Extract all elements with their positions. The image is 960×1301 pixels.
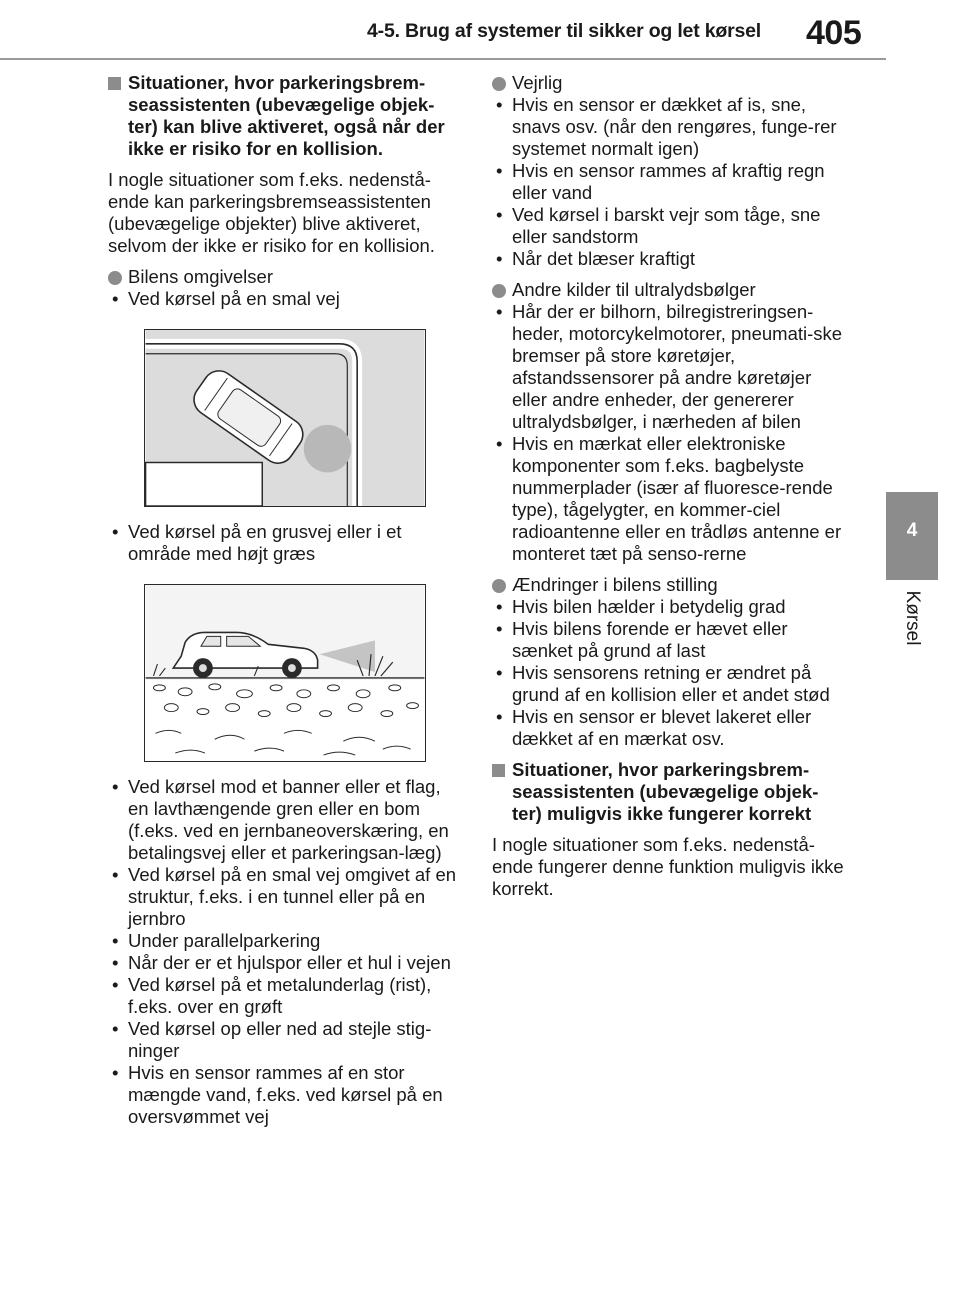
- intro-paragraph: I nogle situationer som f.eks. nedenstå-ende kan parkeringsbremseassistenten (ubevægelige objekter) blive aktiveret, selvom der ikke er risiko for en kollision.: [108, 169, 435, 256]
- page-number: 405: [806, 14, 862, 52]
- chapter-side-label-text: Kørsel: [902, 590, 923, 646]
- list-item: • Hvis bilen hælder i betydelig grad: [496, 596, 786, 617]
- square-bullet-icon: [492, 764, 505, 777]
- narrow-road-car-image: [145, 330, 425, 506]
- list-item: • Ved kørsel på en smal vej: [112, 288, 340, 309]
- list-item: • Ved kørsel op eller ned ad stejle stig-ninger: [112, 1018, 432, 1061]
- list-item: • Hvis en sensor rammes af en stor mængde vand, f.eks. ved kørsel på en oversvømmet vej: [112, 1062, 443, 1127]
- gravel-road-car-image: [145, 585, 425, 761]
- section-heading-text: Situationer, hvor parkeringsbrem-seassistenten (ubevægelige objek-ter) kan blive aktiveret, også når der ikke er risiko for en kollision.: [128, 72, 445, 159]
- outro-paragraph: I nogle situationer som f.eks. nedenstå-ende fungerer denne funktion muligvis ikke korrekt.: [492, 834, 844, 899]
- circle-bullet-icon: [492, 284, 506, 298]
- list-item: • Hvis en sensor er blevet lakeret eller dækket af en mærkat osv.: [496, 706, 812, 749]
- page-header: [0, 0, 960, 62]
- list-item: • Hvis en sensor er dækket af is, sne, snavs osv. (når den rengøres, funge-rer systemet normalt igen): [496, 94, 837, 159]
- gravel-road-illustration: [144, 584, 426, 762]
- circle-bullet-icon: [492, 77, 506, 91]
- group-heading-text: Vejrlig: [512, 72, 563, 93]
- list-item: • Ved kørsel i barskt vejr som tåge, sne eller sandstorm: [496, 204, 821, 247]
- square-bullet-icon: [108, 77, 121, 90]
- section-heading-activation: [108, 72, 464, 160]
- section-heading-text: Situationer, hvor parkeringsbrem-seassistenten (ubevægelige objek-ter) muligvis ikke fungerer korrekt: [512, 759, 819, 824]
- chapter-title: 4-5. Brug af systemer til sikker og let kørsel: [367, 20, 761, 42]
- list-item: • Hvis sensorens retning er ændret på grund af en kollision eller et andet stød: [496, 662, 830, 705]
- group-heading-text: Ændringer i bilens stilling: [512, 574, 718, 595]
- list-item: • Hvis en sensor rammes af kraftig regn eller vand: [496, 160, 825, 203]
- list-item: • Under parallelparkering: [112, 930, 321, 951]
- list-item: • Hvis en mærkat eller elektroniske komponenter som f.eks. bagbelyste nummerplader (især af fluoresce-rende type), tågelygter, en kommer-ciel radioantenne eller en trådløs antenne er monteret tæt på senso-rerne: [496, 433, 842, 564]
- right-column: [492, 72, 848, 909]
- circle-bullet-icon: [108, 271, 122, 285]
- narrow-road-illustration: [144, 329, 426, 507]
- chapter-tab-number: 4: [906, 520, 918, 541]
- chapter-side-label: [890, 586, 934, 650]
- circle-bullet-icon: [492, 579, 506, 593]
- list-item: • Ved kørsel på en grusvej eller i et område med højt græs: [112, 521, 402, 564]
- group-heading-surroundings: [108, 266, 464, 288]
- list-item: • Ved kørsel på en smal vej omgivet af en struktur, f.eks. i en tunnel eller på en jernbro: [112, 864, 457, 929]
- group-heading-text: Andre kilder til ultralydsbølger: [512, 279, 756, 300]
- header-divider: [0, 58, 886, 60]
- left-column: [108, 72, 464, 1128]
- group-heading-text: Bilens omgivelser: [128, 266, 273, 287]
- list-item: • Hår der er bilhorn, bilregistreringsen-heder, motorcykelmotorer, pneumati-ske bremser på store køretøjer, afstandssensorer på andre køretøjer eller andre enheder, der genererer ultralydsbølger, i nærheden af bilen: [496, 301, 843, 432]
- list-item: • Når der er et hjulspor eller et hul i vejen: [112, 952, 451, 973]
- list-item: • Når det blæser kraftigt: [496, 248, 696, 269]
- group-heading-vehicle-posture: [492, 574, 848, 596]
- list-item: • Ved kørsel mod et banner eller et flag, en lavthængende gren eller en bom (f.eks. ved en jernbaneoverskæring, en betalingsvej eller et parkeringsan-læg): [112, 776, 449, 863]
- section-heading-malfunction: [492, 759, 848, 825]
- chapter-tab[interactable]: [886, 492, 938, 580]
- list-item: • Hvis bilens forende er hævet eller sænket på grund af last: [496, 618, 788, 661]
- group-heading-ultrasound-sources: [492, 279, 848, 301]
- list-item: • Ved kørsel på et metalunderlag (rist), f.eks. over en grøft: [112, 974, 432, 1017]
- group-heading-weather: [492, 72, 848, 94]
